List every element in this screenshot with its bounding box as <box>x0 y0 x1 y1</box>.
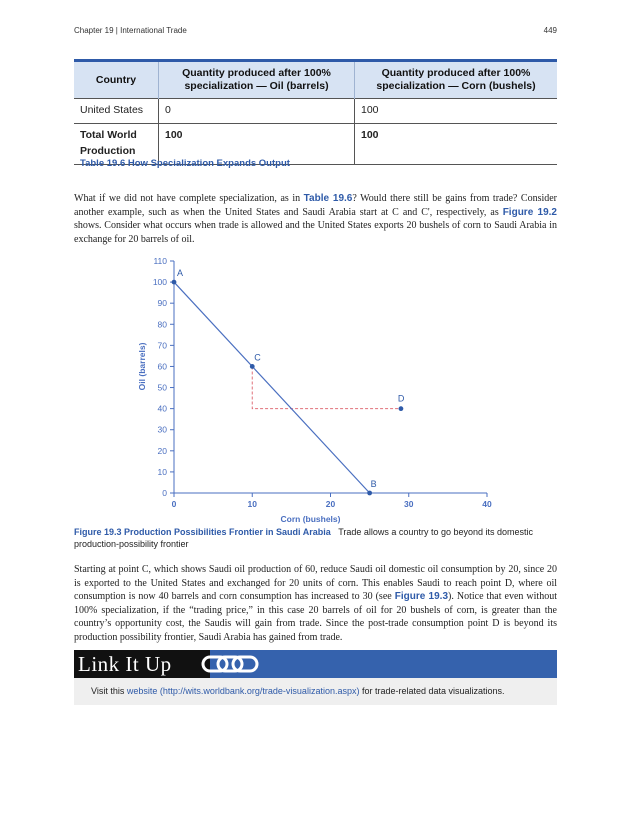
point-c <box>250 364 255 369</box>
chain-link-icon <box>201 653 259 675</box>
point-label-b: B <box>370 479 377 489</box>
table-cell: Total World Production <box>74 124 159 165</box>
specialization-table <box>74 59 557 165</box>
point-label-d: D <box>397 393 405 404</box>
x-axis-label: Corn (bushels) <box>280 514 341 524</box>
figure-ref-link[interactable]: Figure 19.3 <box>394 591 449 602</box>
ppf-chart <box>130 252 510 524</box>
point-d <box>399 406 404 411</box>
y-tick-label: 80 <box>157 319 167 330</box>
y-tick-label: 10 <box>157 466 167 477</box>
figure-ref-link[interactable]: Figure 19.2 <box>502 206 557 218</box>
paragraph-2 <box>74 563 557 644</box>
x-tick-label: 0 <box>171 499 177 509</box>
y-tick-label: 20 <box>157 445 167 456</box>
table-ref-link[interactable]: Table 19.6 <box>303 193 353 204</box>
y-tick-label: 50 <box>157 382 167 393</box>
table-cell: United States <box>74 99 159 124</box>
point-a <box>172 280 177 285</box>
link-it-up-title: Link It Up <box>74 650 210 678</box>
point-label-a: A <box>177 268 184 279</box>
y-tick-label: 40 <box>157 403 167 414</box>
link-post-text: for trade-related data visualizations. <box>359 686 505 696</box>
paragraph-text: ). Notice that even without 100% specialization, if the “trading price,” in this case 20 barrels of oil for 20 bushels of corn, is greater than the country’s opportunity cost, the Saudis will gain from trade. Since the post-trade consumption point D is beyond its production possibility frontier, Saudi Arabia has gained from trade. <box>74 591 557 643</box>
x-tick-label: 20 <box>325 499 336 509</box>
table-cell: 100 <box>355 124 558 165</box>
x-tick-label: 40 <box>482 499 492 509</box>
y-tick-label: 70 <box>157 340 167 351</box>
figure-label: Figure 19.3 Production Possibilities Frontier in Saudi Arabia <box>74 527 331 537</box>
y-axis-label: Oil (barrels) <box>137 342 147 391</box>
production-possibility-frontier <box>174 282 370 493</box>
table-header-country: Country <box>74 61 159 99</box>
paragraph-text: What if we did not have complete specialization, as in <box>74 193 304 204</box>
x-tick-label: 30 <box>404 499 414 509</box>
table-header-corn: Quantity produced after 100% specialization — Corn (bushels) <box>355 61 558 99</box>
y-tick-label: 0 <box>162 488 167 498</box>
x-tick-label: 10 <box>247 499 257 509</box>
trade-path-dashed-line <box>252 366 401 408</box>
paragraph-text: Starting at point C, which shows Saudi oil production of 60, reduce Saudi oil domestic oil consumption by 20, since 20 is exported to the United States and exchanged for 20 units of corn. This enables Saudi to reach point D, where oil consumption is now 40 barrels and corn consumption has increased to 30 (see <box>74 564 557 602</box>
table-cell: 0 <box>159 99 355 124</box>
figure-text: Trade allows a country to go beyond its domestic production-possibility frontier <box>74 527 533 549</box>
y-tick-label: 110 <box>153 256 167 266</box>
link-it-up-body <box>74 678 557 705</box>
y-tick-label: 90 <box>157 298 167 309</box>
y-tick-label: 30 <box>157 424 167 435</box>
table-header-oil: Quantity produced after 100% specialization — Oil (barrels) <box>159 61 355 99</box>
paragraph-1 <box>74 192 557 246</box>
worldbank-website-link[interactable]: website (http://wits.worldbank.org/trade-visualization.aspx) <box>126 686 360 696</box>
chapter-header: Chapter 19 | International Trade <box>74 26 187 35</box>
link-pre-text: Visit this <box>91 686 127 696</box>
figure-caption <box>74 526 557 550</box>
table-row <box>74 99 557 124</box>
table-cell: 100 <box>355 99 558 124</box>
table-cell: 100 <box>159 124 355 165</box>
point-label-c: C <box>254 352 261 363</box>
point-b <box>367 491 372 496</box>
paragraph-text: ? Would there still be gains from trade? Consider another example, such as when the United States and Saudi Arabia start at C and C', respectively, as <box>74 193 558 218</box>
y-tick-label: 60 <box>157 361 167 372</box>
link-it-up-banner <box>74 650 557 678</box>
page-number: 449 <box>543 26 557 35</box>
table-caption: Table 19.6 How Specialization Expands Output <box>80 158 290 169</box>
y-tick-label: 100 <box>152 277 167 288</box>
paragraph-text: shows. Consider what occurs when trade is allowed and the United States exports 20 bushels of corn to Saudi Arabia in exchange for 20 barrels of oil. <box>74 220 557 245</box>
